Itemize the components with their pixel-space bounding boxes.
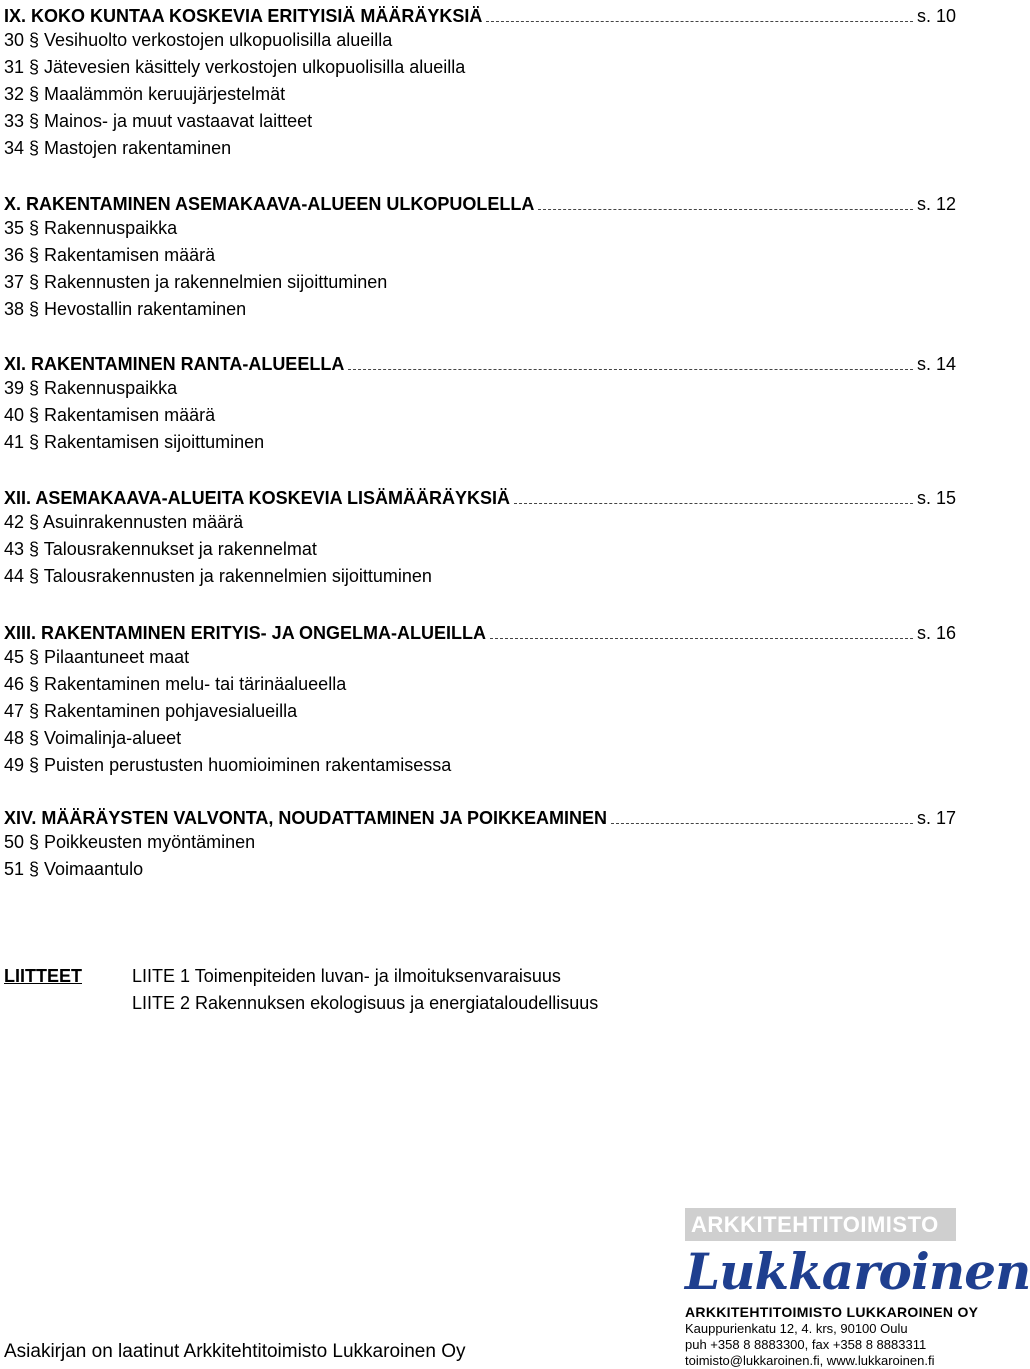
logo-address-line: Kauppurienkatu 12, 4. krs, 90100 Oulu: [685, 1321, 908, 1336]
section-title: XIV. MÄÄRÄYSTEN VALVONTA, NOUDATTAMINEN JA POIKKEAMINEN: [4, 808, 608, 828]
logo-band: ARKKITEHTITOIMISTO: [685, 1208, 956, 1241]
toc-section: [4, 482, 956, 590]
toc-item: 30 § Vesihuolto verkostojen ulkopuolisilla alueilla: [4, 30, 393, 50]
toc-item: 50 § Poikkeusten myöntäminen: [4, 832, 256, 852]
section-title: XI. RAKENTAMINEN RANTA-ALUEELLA: [4, 354, 345, 374]
toc-section: [4, 617, 956, 779]
toc-item: 44 § Talousrakennusten ja rakennelmien sijoittuminen: [4, 566, 432, 586]
section-heading: [4, 188, 956, 215]
toc-section: [4, 0, 956, 162]
section-title: XII. ASEMAKAAVA-ALUEITA KOSKEVIA LISÄMÄÄRÄYKSIÄ: [4, 488, 511, 508]
appendices-label: LIITTEET: [4, 966, 82, 986]
toc-section: [4, 802, 956, 883]
toc-section: [4, 188, 956, 323]
dot-leader: [611, 823, 913, 824]
toc-item: 43 § Talousrakennukset ja rakennelmat: [4, 539, 317, 559]
page-number: s. 10: [916, 6, 956, 26]
toc-item: 37 § Rakennusten ja rakennelmien sijoittuminen: [4, 272, 388, 292]
toc-item: 31 § Jätevesien käsittely verkostojen ulkopuolisilla alueilla: [4, 57, 466, 77]
section-heading: [4, 0, 956, 27]
dot-leader: [514, 503, 913, 504]
toc-item: 47 § Rakentaminen pohjavesialueilla: [4, 701, 298, 721]
dot-leader: [538, 209, 913, 210]
toc-item: 42 § Asuinrakennusten määrä: [4, 512, 244, 532]
page-number: s. 15: [916, 488, 956, 508]
dot-leader: [348, 369, 913, 370]
section-heading: [4, 482, 956, 509]
dot-leader: [490, 638, 913, 639]
logo-company: ARKKITEHTITOIMISTO LUKKAROINEN OY: [685, 1304, 979, 1320]
toc-item: 51 § Voimaantulo: [4, 859, 144, 879]
section-heading: [4, 617, 956, 644]
logo-script: Lukkaroinen: [685, 1242, 1030, 1301]
toc-item: 35 § Rakennuspaikka: [4, 218, 178, 238]
toc-item: 36 § Rakentamisen määrä: [4, 245, 216, 265]
toc-item: 41 § Rakentamisen sijoittuminen: [4, 432, 265, 452]
toc-item: 38 § Hevostallin rakentaminen: [4, 299, 247, 319]
appendix-item: LIITE 1 Toimenpiteiden luvan- ja ilmoituksenvaraisuus: [132, 966, 561, 986]
toc-item: 48 § Voimalinja-alueet: [4, 728, 182, 748]
toc-item: 40 § Rakentamisen määrä: [4, 405, 216, 425]
page-number: s. 12: [916, 194, 956, 214]
toc-section: [4, 348, 956, 456]
page-number: s. 17: [916, 808, 956, 828]
page-number: s. 14: [916, 354, 956, 374]
footer-note: Asiakirjan on laatinut Arkkitehtitoimisto Lukkaroinen Oy: [4, 1341, 466, 1362]
logo-address-line: toimisto@lukkaroinen.fi, www.lukkaroinen.fi: [685, 1353, 935, 1368]
section-title: X. RAKENTAMINEN ASEMAKAAVA-ALUEEN ULKOPUOLELLA: [4, 194, 535, 214]
toc-item: 46 § Rakentaminen melu- tai tärinäalueella: [4, 674, 347, 694]
section-title: XIII. RAKENTAMINEN ERITYIS- JA ONGELMA-ALUEILLA: [4, 623, 487, 643]
appendix-list: [132, 963, 598, 1017]
toc-item: 39 § Rakennuspaikka: [4, 378, 178, 398]
toc-item: 45 § Pilaantuneet maat: [4, 647, 190, 667]
logo-address-line: puh +358 8 8883300, fax +358 8 8883311: [685, 1337, 927, 1352]
section-heading: [4, 348, 956, 375]
section-title: IX. KOKO KUNTAA KOSKEVIA ERITYISIÄ MÄÄRÄYKSIÄ: [4, 6, 483, 26]
toc-item: 34 § Mastojen rakentaminen: [4, 138, 232, 158]
toc-item: 32 § Maalämmön keruujärjestelmät: [4, 84, 286, 104]
section-heading: [4, 802, 956, 829]
dot-leader: [486, 21, 913, 22]
toc-item: 49 § Puisten perustusten huomioiminen rakentamisessa: [4, 755, 452, 775]
appendix-item: LIITE 2 Rakennuksen ekologisuus ja energiataloudellisuus: [132, 993, 599, 1013]
page-number: s. 16: [916, 623, 956, 643]
toc-item: 33 § Mainos- ja muut vastaavat laitteet: [4, 111, 313, 131]
company-logo: [685, 1208, 1030, 1369]
